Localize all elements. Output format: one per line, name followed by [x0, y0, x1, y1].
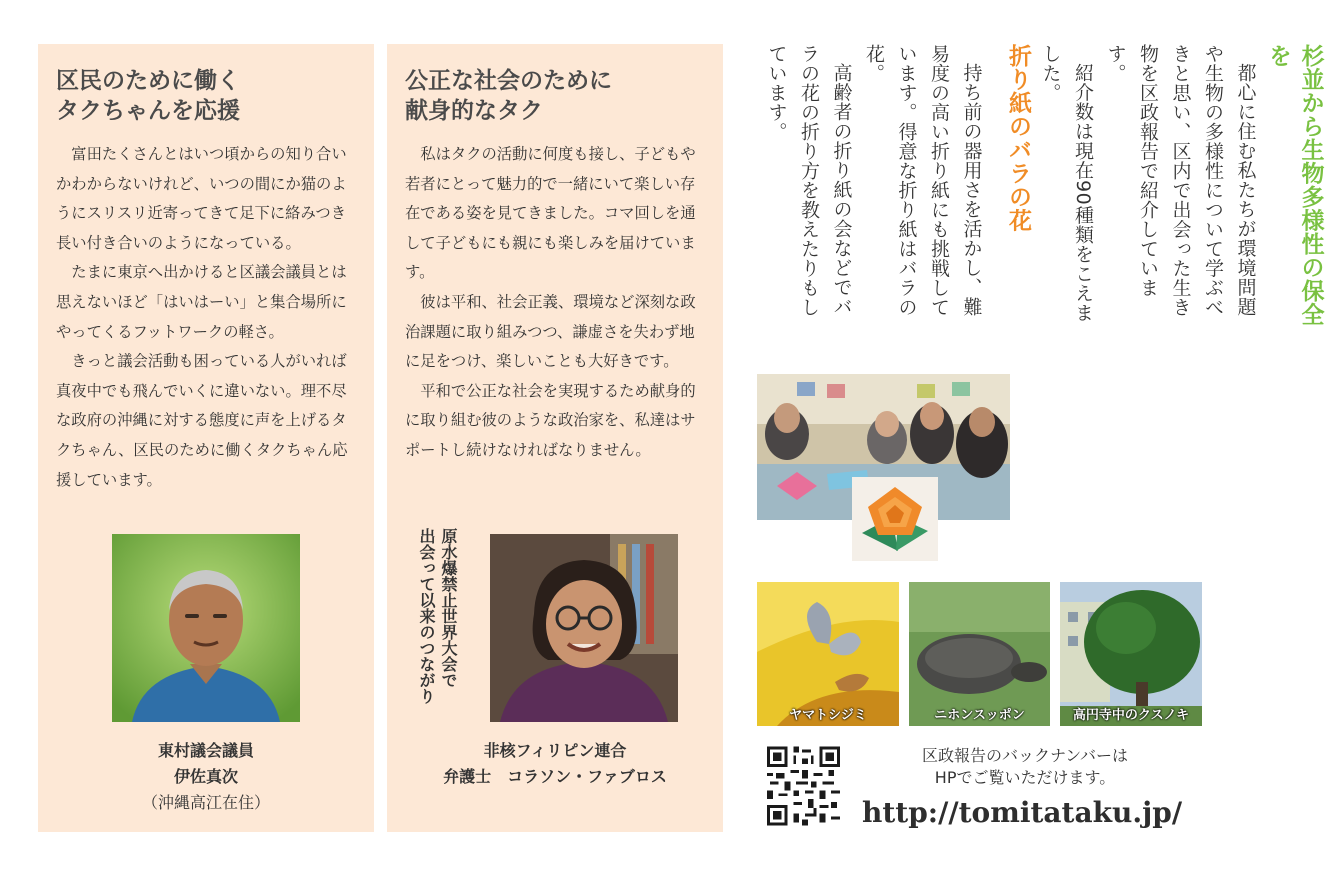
heading-origami: 折り紙のバラの花	[1005, 44, 1031, 232]
website-url[interactable]: http://tomitataku.jp/	[862, 796, 1183, 829]
camphor-tree-photo	[1060, 582, 1202, 726]
paragraph: 高齢者の折り紙の会などでバラの花の折り方を教えたりもしています。	[765, 44, 853, 317]
paragraph: 彼は平和、社会正義、環境など深刻な政治課題に取り組みつつ、謙虚さを失わず地に足をつけ、楽しいことも大好きです。	[405, 292, 696, 371]
avatar-isa	[112, 534, 300, 722]
right-vertical-text	[760, 44, 1327, 334]
photo-label: ニホンスッポン	[934, 708, 1025, 723]
paragraph: 紹介数は現在90種類をこえました。	[1039, 44, 1094, 323]
relationship-caption: 原水爆禁止世界大会で 出会って以来のつながり	[417, 528, 458, 704]
testimonial-panel-right	[387, 44, 723, 832]
photo-label: 高円寺中のクスノキ	[1072, 708, 1190, 723]
paragraph: 私はタクの活動に何度も接し、子どもや若者にとって魅力的で一緒にいて楽しい存在である姿を見てきました。コマ回しを通して子どもにも親にも楽しみを届けています。	[405, 145, 696, 282]
panel-title: 公正な社会のために 献身的なタク	[405, 68, 612, 124]
origami-rose-photo	[852, 477, 938, 561]
testimonial-panel-left	[38, 44, 374, 832]
panel-body	[405, 140, 707, 466]
paragraph: 持ち前の器用さを活かし、難易度の高い折り紙にも挑戦しています。得意な折り紙はバラの花。	[863, 44, 983, 317]
paragraph: 都心に住む私たちが環境問題や生物の多様性について学ぶべきと思い、区内で出会った生き物を区政報告で紹介しています。	[1104, 44, 1257, 317]
qr-code[interactable]	[767, 746, 840, 826]
heading-biodiversity: 杉並から生物多様性の保全を	[1265, 44, 1324, 326]
butterfly-photo	[757, 582, 899, 726]
photo-label: ヤマトシジミ	[789, 708, 867, 723]
paragraph: たまに東京へ出かけると区議会議員とは思えないほど「はいはーい」と集合場所にやってくるフットワークの軽さ。	[56, 263, 347, 341]
signature: 非核フィリピン連合 弁護士 コラソン・ファブロス	[443, 741, 667, 786]
avatar-fabros	[490, 534, 678, 722]
panel-body	[56, 140, 358, 495]
signature: 東村議会議員 伊佐真次 （沖縄高江在住）	[141, 741, 270, 812]
paragraph: 平和で公正な社会を実現するため献身的に取り組む彼のような政治家を、私達はサポートし続けなければなりません。	[405, 381, 696, 459]
backnumber-notice: 区政報告のバックナンバーは HPでご覧いただけます。	[921, 746, 1129, 787]
turtle-photo	[909, 582, 1050, 726]
paragraph: 富田たくさんとはいつ頃からの知り合いかわからないけれど、いつの間にか猫のようにスリスリ近寄ってきて足下に絡みつき長い付き合いのようになっている。	[56, 145, 347, 252]
paragraph: きっと議会活動も困っている人がいれば真夜中でも飛んでいくに違いない。理不尽な政府の沖縄に対する態度に声を上げるタクちゃん、区民のために働くタクちゃん応援しています。	[56, 352, 348, 489]
panel-title: 区民のために働く タクちゃんを応援	[56, 68, 240, 124]
